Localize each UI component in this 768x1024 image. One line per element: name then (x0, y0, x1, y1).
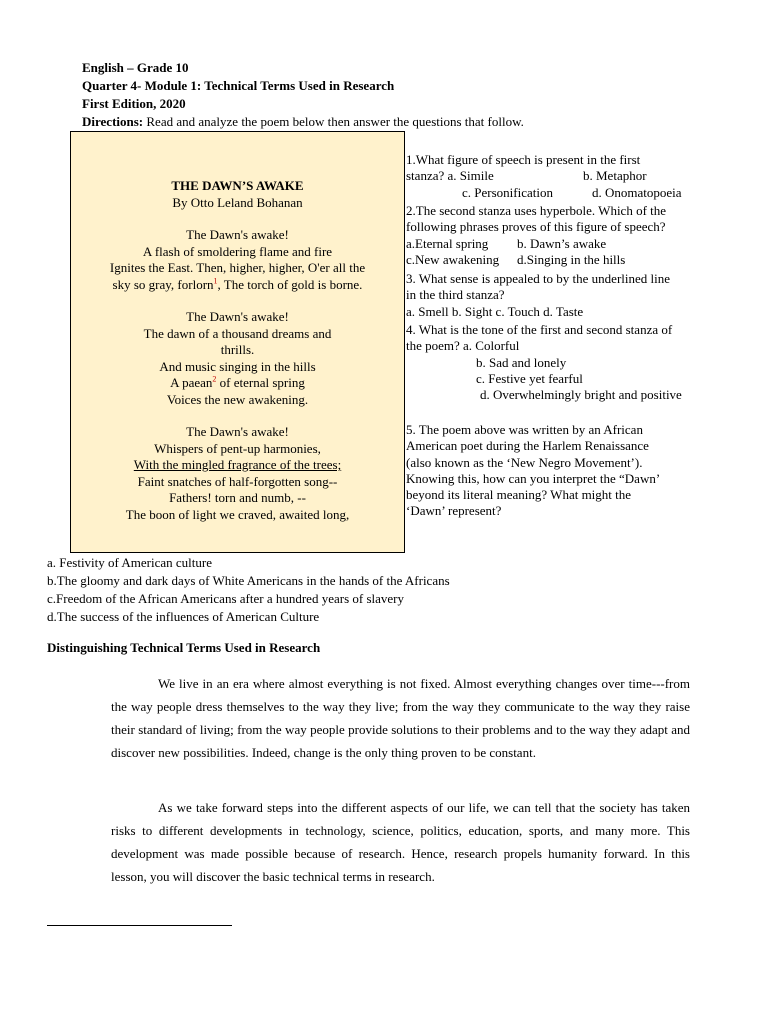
stanza-1 (71, 227, 404, 293)
poem-line: The Dawn's awake! (186, 424, 289, 439)
poem-line: thrills. (220, 342, 255, 357)
question-options-row (406, 168, 647, 184)
option-c: c.Freedom of the African Americans after a hundred years of slavery (47, 591, 404, 606)
paragraph-text: We live in an era where almost everything is not fixed. Almost everything changes over time---from the way people dress themselves to the way they live; from the way they communicate to the way they raise their standard of living; from the way people provide solutions to their problems and to the way they adapt and discover new possibilities. Indeed, change is the only thing proven to be constant. (111, 676, 690, 760)
subject-grade: English – Grade 10 (82, 60, 189, 75)
question-3 (406, 271, 670, 320)
poem-title: THE DAWN’S AWAKE (171, 178, 304, 193)
question-text: Knowing this, how can you interpret the “Dawn’ (406, 470, 661, 486)
poem-line (71, 457, 404, 474)
underlined-line: With the mingled fragrance of the trees; (133, 457, 342, 472)
poem-line-part: , The torch of gold is borne. (217, 276, 363, 292)
option-a: a.Eternal spring (406, 235, 489, 251)
question-text: in the third stanza? (406, 287, 505, 303)
question-options-row (406, 236, 666, 252)
poem-line: Fathers! torn and numb, -- (169, 490, 306, 505)
question-text: 4. What is the tone of the first and second stanza of (406, 322, 673, 337)
option-d: d.Singing in the hills (517, 251, 626, 267)
poem-author: By Otto Leland Bohanan (172, 194, 303, 210)
question-text: beyond its literal meaning? What might the (406, 487, 632, 503)
question-text: 2.The second stanza uses hyperbole. Which of the (406, 203, 667, 218)
directions-text: Read and analyze the poem below then answer the questions that follow. (143, 114, 524, 129)
option-c: c. Festive yet fearful (476, 370, 583, 386)
poem-line (71, 375, 404, 392)
question-text: ‘Dawn’ represent? (406, 503, 502, 519)
question-text: the poem? a. Colorful (406, 338, 520, 354)
poem-line: The Dawn's awake! (186, 227, 289, 242)
question-text: (also known as the ‘New Negro Movement’). (406, 454, 643, 470)
document-header (82, 59, 524, 131)
footnote-separator (47, 925, 232, 926)
option-a: a. Festivity of American culture (47, 555, 212, 570)
directions (82, 113, 524, 131)
question-text: 1.What figure of speech is present in the first (406, 152, 641, 167)
poem-line: Faint snatches of half-forgotten song-- (137, 473, 338, 489)
stanza-3 (71, 424, 404, 523)
poem-line: A flash of smoldering flame and fire (142, 243, 333, 259)
option-b: b. Metaphor (583, 168, 647, 184)
paragraph-2 (111, 796, 690, 888)
poem-line: Whispers of pent-up harmonies, (154, 440, 321, 456)
question-text: 3. What sense is appealed to by the underlined line (406, 271, 671, 286)
option-c: c.New awakening (406, 251, 500, 267)
question-options-row (406, 252, 666, 268)
section-title: Distinguishing Technical Terms Used in Research (47, 640, 321, 655)
poem (71, 178, 404, 523)
option-d: d. Overwhelmingly bright and positive (480, 387, 682, 403)
option-c: c. Personification (462, 184, 553, 200)
question-1 (406, 152, 682, 201)
poem-line: The Dawn's awake! (186, 309, 289, 324)
question-4 (406, 322, 682, 403)
poem-line: And music singing in the hills (159, 358, 316, 374)
question-options-row (406, 184, 682, 201)
question-options: a. Smell b. Sight c. Touch d. Taste (406, 303, 584, 319)
module-title: Quarter 4- Module 1: Technical Terms Used in Research (82, 78, 395, 93)
poem-line: The dawn of a thousand dreams and (143, 325, 332, 341)
poem-line-part: sky so gray, forlorn (112, 276, 214, 292)
option-a: stanza? a. Simile (406, 168, 494, 184)
question-text: following phrases proves of this figure of speech? (406, 219, 666, 235)
poem-line: Voices the new awakening. (166, 391, 309, 407)
paragraph-text: As we take forward steps into the different aspects of our life, we can tell that the society has taken risks to different developments in technology, science, politics, education, sports, and many more. This development was made possible because of research. Hence, research propels humanity forward. In this lesson, you will discover the basic technical terms in research. (111, 800, 690, 884)
question-2 (406, 203, 666, 268)
question-5-options (47, 554, 450, 626)
poem-line-part: of eternal spring (216, 375, 305, 390)
footnote-marker-1[interactable]: 1 (213, 276, 218, 286)
question-text: 5. The poem above was written by an African (406, 422, 643, 437)
stanza-2 (71, 309, 404, 408)
poem-line: Ignites the East. Then, higher, higher, O'er all the (109, 260, 366, 275)
option-b: b.The gloomy and dark days of White Americans in the hands of the Africans (47, 573, 450, 588)
question-text: American poet during the Harlem Renaissance (406, 438, 649, 454)
option-d: d.The success of the influences of American Culture (47, 609, 320, 624)
option-b: b. Dawn’s awake (517, 235, 607, 251)
paragraph-1 (111, 672, 690, 764)
poem-line (71, 277, 404, 294)
question-5 (406, 422, 660, 520)
directions-label: Directions: (82, 114, 144, 129)
poem-box (70, 131, 405, 553)
option-d: d. Onomatopoeia (592, 184, 682, 200)
footnote-marker-2[interactable]: 2 (212, 374, 217, 384)
poem-line: The boon of light we craved, awaited long, (125, 506, 350, 522)
option-b: b. Sad and lonely (476, 354, 567, 370)
poem-line-part: A paean (170, 375, 213, 390)
edition: First Edition, 2020 (82, 96, 186, 111)
